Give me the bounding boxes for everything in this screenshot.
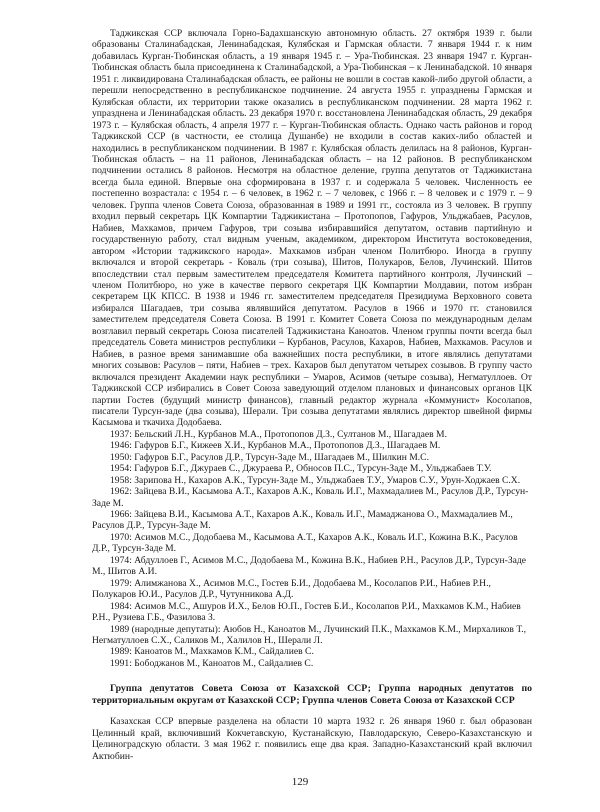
list-item: 1970: Асимов М.С., Додобаева М., Касымова А.Т., Кахаров А.К., Коваль И.Г., Кожина В.К., Расулов Д.Р., Турсун-Заде М. — [92, 531, 518, 555]
page-number: 129 — [291, 776, 309, 788]
page-body — [92, 28, 532, 762]
list-item: 1946: Гафуров Б.Г., Кижеев Х.И., Курбанов М.А., Протопопов Д.З., Шагадаев М. — [110, 440, 441, 452]
list-item: 1984: Асимов М.С., Ашуров И.Х., Белов Ю.П., Гостев Б.И., Косолапов Р.И., Махкамов К.М., Набиев Р.Н., Рузиева Г.Б., Фазилова З. — [92, 600, 521, 624]
composition-list — [92, 429, 532, 670]
list-item: 1954: Гафуров Б.Г., Джураев С., Джураева Р., Обносов П.С., Турсун-Заде М., Ульджабаев Т.У. — [110, 463, 492, 475]
list-item: 1962: Зайцева В.И., Касымова А.Т., Кахаров А.К., Коваль И.Г., Махмадалиев М., Расулов Д.Р., Турсун-Заде М. — [92, 486, 529, 509]
list-item: 1937: Бельский Л.Н., Курбанов М.А., Протопопов Д.З., Султанов М., Шагадаев М. — [110, 428, 447, 440]
list-item: 1979: Алимжанова Х., Асимов М.С., Гостев Б.И., Додобаева М., Косолапов Р.И., Набиев Р.Н., Полукаров Ю.И., Расулов Д.Р., Чутунникова А.Д. — [92, 577, 491, 601]
list-item: 1958: Зарипова Н., Кахаров А.К., Турсун-Заде М., Ульджабаев Т.У., Умаров С.У., Урун-Ходжаев С.Х. — [110, 474, 521, 486]
list-item: 1989: Каноатов М., Махкамов К.М., Сайдалиев С. — [110, 646, 314, 658]
list-item: 1950: Гафуров Б.Г., Расулов Д.Р., Турсун-Заде М., Шагадаев М., Шилкин М.С. — [110, 451, 429, 463]
list-item: 1966: Зайцева В.И., Касымова А.Т., Кахаров А.К., Коваль И.Г., Мамаджанова О., Махмадалиев М., Расулов Д.Р., Турсун-Заде М. — [92, 509, 513, 532]
list-item: 1991: Бободжанов М., Каноатов М., Сайдалиев С. — [110, 657, 314, 669]
intro-paragraph: Таджикская ССР включала Горно-Бадахшанскую автономную область. 27 октября 1939 г. были образованы Сталинабадская, Ленинабадская, Кулябская и Гармская области. 7 января 1944 г. к ним добавилась Курган-Тюбинская область, а 19 января 1945 г. – Ура-Тюбинская. 23 января 1947 г. Курган-Тюбинская область была присоединена к Сталинабадской, а Ура-Тюбинская – к Ленинабадской. 10 января 1951 г. ликвидирована Сталинабадская область, ее районы не вошли в состав какой-либо другой области, а перешли непосредственно в республиканское подчинение. 24 августа 1955 г. упразднены Гармская и Кулябская области, их территории также оказались в республиканском подчинении. 28 марта 1962 г. упразднена и Ленинабадская область. 23 декабря 1970 г. восстановлена Ленинабадская область, 29 декабря 1973 г. – Кулябская область, 4 апреля 1977 г. – Курган-Тюбинская область. Однако часть районов и город Таджикской ССР (в частности, ее столица Душанбе) не входили в состав каких-либо областей и находились в республиканском подчинении. В 1987 г. Кулябская область делилась на 8 районов, Курган-Тюбинская область – на 11 районов, Ленинабадская область – на 12 районов. В республиканском подчинении остались 8 районов. Несмотря на областное деление, группа депутатов от Таджикистана всегда была единой. Впервые она сформирована в 1937 г. и содержала 5 человек. Численность ее постепенно возрастала: с 1954 г. – 6 человек, в 1962 г. – 7 человек, с 1966 г. – 8 человек и с 1979 г. – 9 человек. Группа членов Совета Союза, образованная в 1989 и 1991 гг., состояла из 3 человек. В группу входил первый секретарь ЦК Компартии Таджикистана – Протопопов, Гафуров, Ульджабаев, Расулов, Набиев, Махкамов, причем Гафуров, три созыва избиравшийся депутатом, оставив партийную и государственную работу, стал видным ученым, академиком, директором Института востоковедения, автором «Истории таджикского народа». Махкамов избран членом Политбюро. Иногда в группу включался и второй секретарь - Коваль (три созыва), Шитов, Полукаров, Белов, Лучинский. Шитов впоследствии стал первым заместителем председателя Комитета партийного контроля, Лучинский – членом Политбюро, но уже в качестве первого секретаря ЦК Компартии Молдавии, потом избран секретарем ЦК КПСС. В 1938 и 1946 гг. заместителем председателя Президиума Верховного совета избирался Шагадаев, три созыва являвшийся депутатом. Расулов в 1966 и 1970 гг. становился заместителем председателя Совета Союза. В 1991 г. Комитет Совета Союза по международным делам возглавил первый секретарь Союза писателей Таджикистана Каноатов. Членом группы почти всегда был председатель Совета министров республики – Курбанов, Расулов, Кахаров, Набиев, Махкамов. Расулов и Набиев, в разное время занимавшие оба важнейших поста республики, в итоге являлись депутатами многих созывов: Расулов – пяти, Набиев – трех. Кахаров был депутатом четырех созывов. В группу часто включался президент Академии наук республики – Умаров, Асимов (четыре созыва), Негматуллоев. От Таджикской ССР избирались в Совет Союза заведующий отделом плановых и финансовых органов ЦК партии Гостев (будущий министр финансов), главный редактор журнала «Коммунист» Косолапов, писатели Турсун-заде (два созыва), Шерали. Три созыва депутатами являлись директор швейной фирмы Касымова и ткачиха Додобаева. — [92, 28, 532, 429]
list-item: 1974: Абдуллоев Г., Асимов М.С., Додобаева М., Кожина В.К., Набиев Р.Н., Расулов Д.Р., Турсун-Заде М., Шитов А.И. — [92, 554, 527, 578]
section-heading: Группа депутатов Совета Союза от Казахской ССР; Группа народных депутатов по территориальным округам от Казахской ССР; Группа членов Совета Союза от Казахской ССР — [92, 683, 532, 706]
list-item: 1989 (народные депутаты): Аюбов Н., Каноатов М., Лучинский П.К., Махкамов К.М., Мирхаликов Т., Негматуллоев С.Х., Саликов М., Халилов Н., Шерали Л. — [92, 623, 527, 647]
closing-paragraph: Казахская ССР впервые разделена на области 10 марта 1932 г. 26 января 1960 г. был образован Целинный край, включивший Кокчетавскую, Кустанайскую, Павлодарскую, Северо-Казахстанскую и Целиноградскую области. 3 мая 1962 г. появились еще два края. Западно-Казахстанский край включил Актюбин- — [92, 716, 532, 762]
